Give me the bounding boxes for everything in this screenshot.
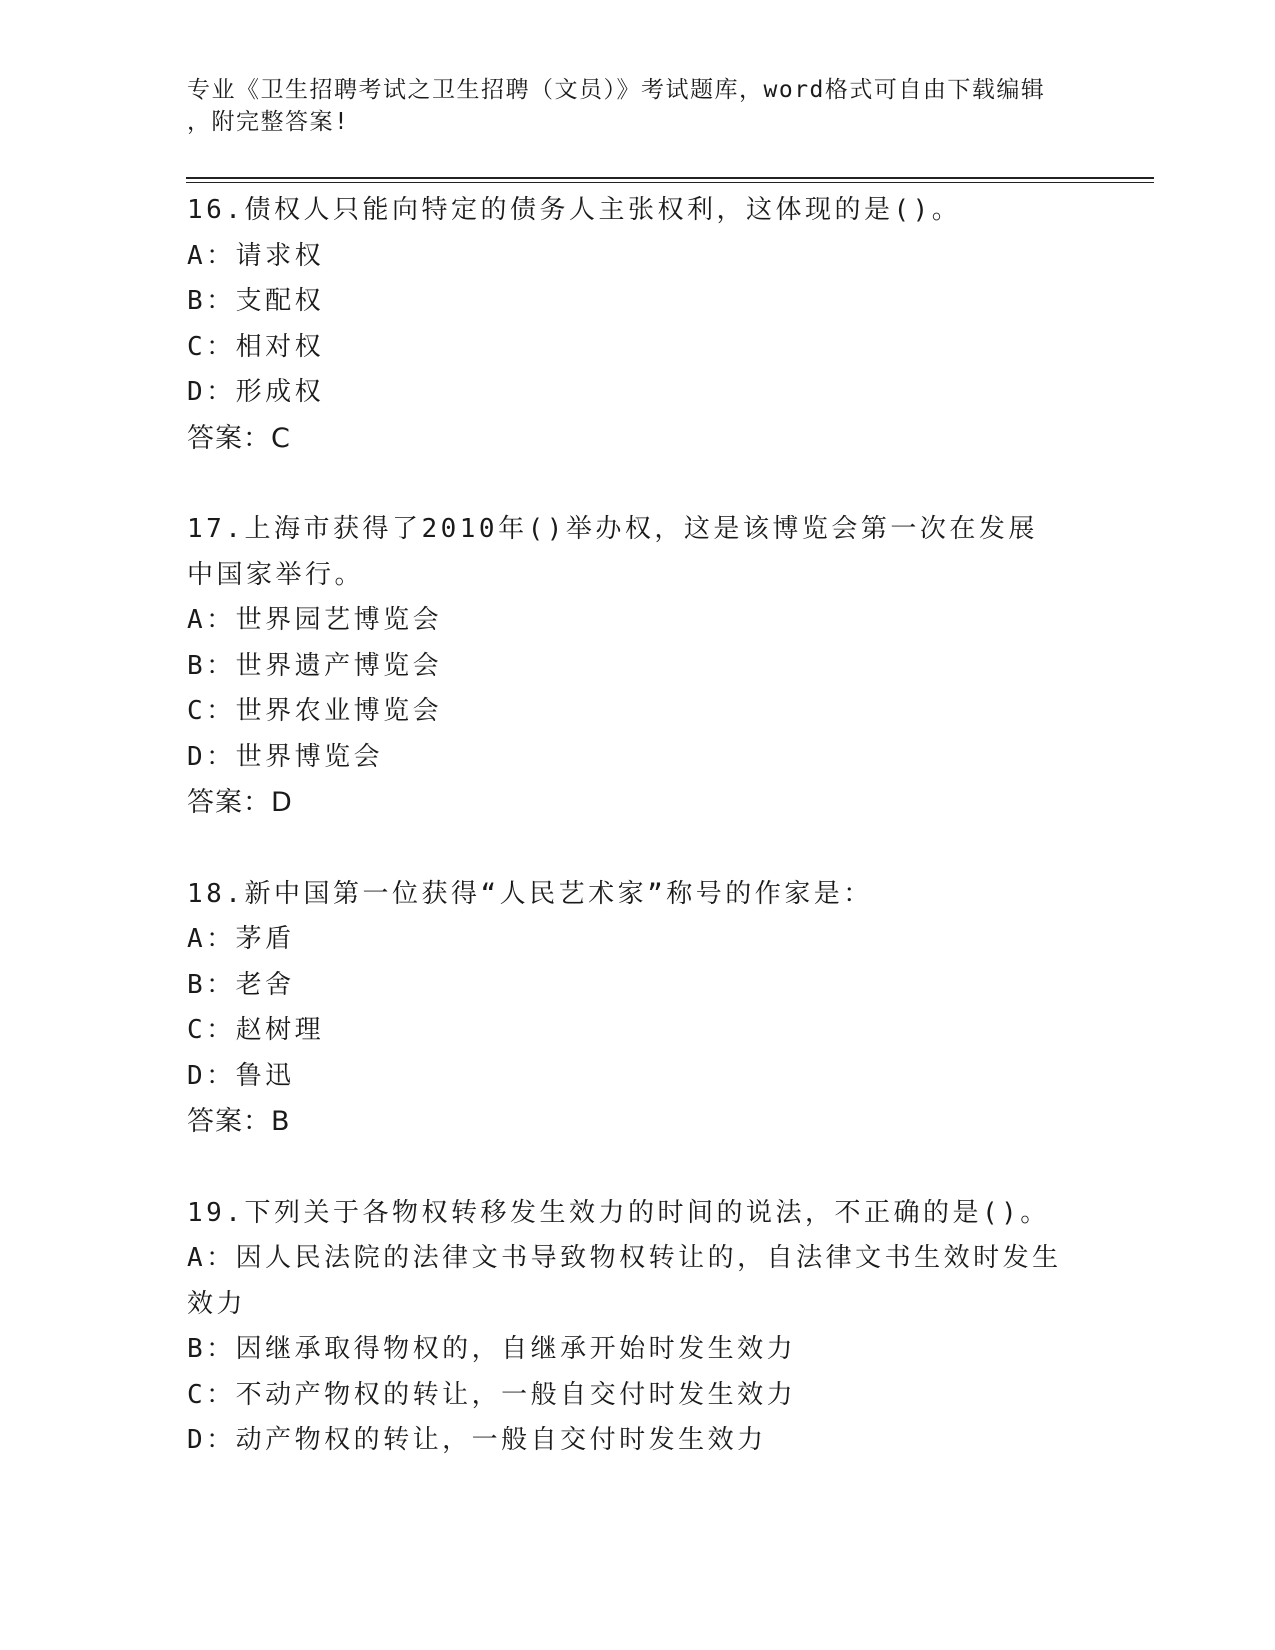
header-rule-bottom: [186, 182, 1154, 183]
option-b: B：世界遗产博览会: [187, 650, 443, 681]
answer-line: 答案：C: [187, 422, 291, 454]
question-17: [187, 507, 1087, 826]
option-c: C：世界农业博览会: [187, 696, 443, 726]
question-18: [187, 872, 1087, 1145]
question-text: 17.上海市获得了2010年()举办权，这是该博览会第一次在发展中国家举行。: [187, 514, 1038, 590]
document-header: [187, 74, 1087, 138]
option-b: B：因继承取得物权的，自继承开始时发生效力: [187, 1334, 797, 1364]
option-a: A：因人民法院的法律文书导致物权转让的，自法律文书生效时发生效力: [187, 1243, 1062, 1319]
question-text: 19.下列关于各物权转移发生效力的时间的说法，不正确的是()。: [187, 1197, 1050, 1228]
option-a: A：请求权: [187, 240, 325, 271]
question-text: 18.新中国第一位获得“人民艺术家”称号的作家是：: [187, 878, 873, 909]
option-d: D：鲁迅: [187, 1060, 295, 1091]
question-list: [187, 188, 1087, 1510]
option-c: C：不动产物权的转让，一般自交付时发生效力: [187, 1379, 797, 1410]
header-line-2: ，附完整答案!: [187, 109, 350, 135]
answer-line: 答案：B: [187, 1106, 291, 1137]
question-19: [187, 1191, 1087, 1464]
option-b: B：支配权: [187, 286, 325, 316]
option-a: A：茅盾: [187, 924, 295, 954]
question-text: 16.债权人只能向特定的债务人主张权利，这体现的是()。: [187, 195, 962, 225]
option-c: C：相对权: [187, 331, 325, 362]
option-b: B：老舍: [187, 969, 295, 1000]
answer-line: 答案：D: [187, 787, 293, 818]
question-16: [187, 188, 1087, 461]
header-line-1: 专业《卫生招聘考试之卫生招聘（文员）》考试题库，word格式可自由下载编辑: [187, 77, 1046, 103]
header-rule-top: [186, 177, 1154, 179]
option-d: D：形成权: [187, 377, 325, 407]
option-a: A：世界园艺博览会: [187, 605, 443, 635]
option-d: D：世界博览会: [187, 741, 384, 772]
option-d: D：动产物权的转让，一般自交付时发生效力: [187, 1425, 767, 1455]
option-c: C：赵树理: [187, 1015, 325, 1045]
